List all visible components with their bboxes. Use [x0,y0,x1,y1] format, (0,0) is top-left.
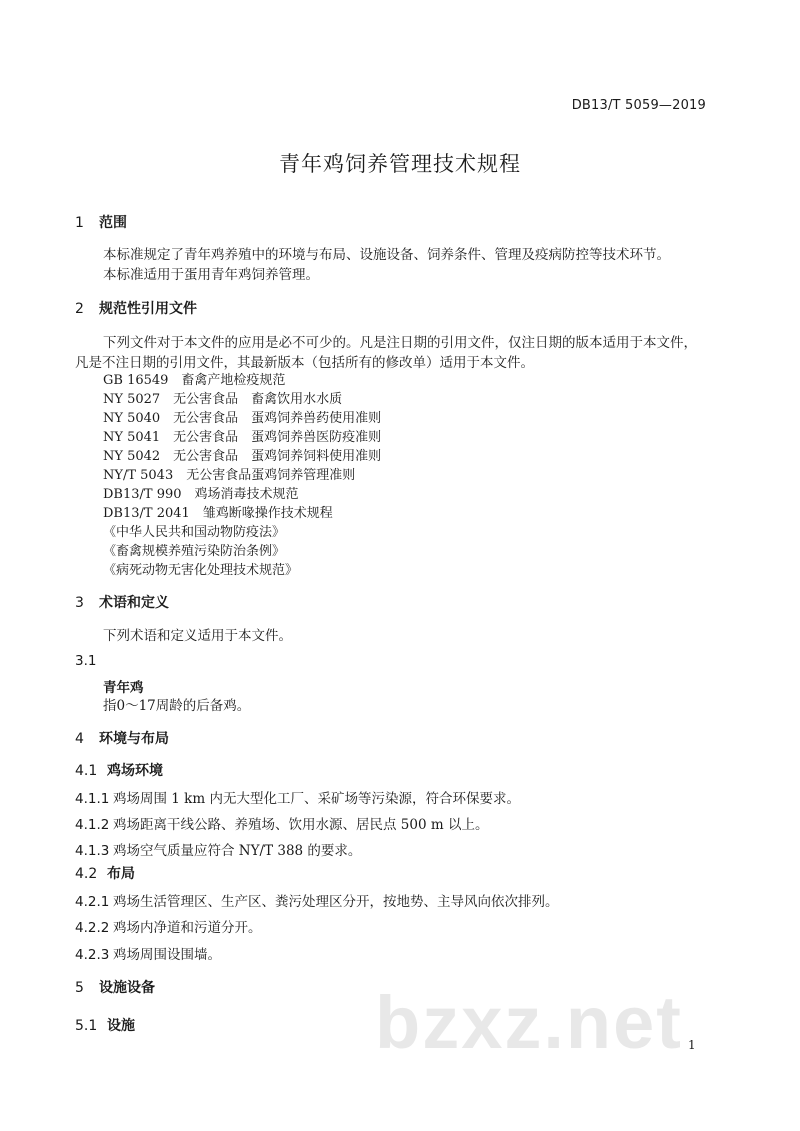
reference-item: 《中华人民共和国动物防疫法》 [103,525,286,540]
term: 青年鸡 [103,680,144,696]
clause-number: 4.2.1 [75,894,110,910]
paragraph: 本标准适用于蛋用青年鸡饲养管理。 [103,267,319,283]
reference-item: NY/T 5043 无公害食品蛋鸡饲养管理准则 [103,468,356,483]
section-number: 2 [75,301,84,317]
clause-4-1-2 [75,813,488,833]
clause-4-1-1 [75,787,520,807]
subsection-5-1-heading [75,1015,135,1035]
watermark: bzxz.net [375,981,683,1064]
section-number: 4 [75,731,84,747]
section-title: 设施设备 [99,980,155,996]
document-code: DB13/T 5059—2019 [571,98,706,113]
subsection-title: 设施 [107,1018,135,1034]
clause-number: 4.1.2 [75,817,110,833]
section-title: 环境与布局 [99,731,169,747]
subsection-4-2-heading [75,863,135,883]
reference-item: DB13/T 990 鸡场消毒技术规范 [103,487,299,502]
clause-number: 4.1.3 [75,843,110,859]
clause-text: 鸡场生活管理区、生产区、粪污处理区分开，按地势、主导风向依次排列。 [113,894,559,910]
clause-text: 鸡场内净道和污道分开。 [113,920,262,936]
subsection-number: 3.1 [75,653,97,669]
page-number: 1 [688,1038,696,1052]
section-title: 规范性引用文件 [99,301,197,317]
reference-item: NY 5040 无公害食品 蛋鸡饲养兽药使用准则 [103,411,382,426]
paragraph: 本标准规定了青年鸡养殖中的环境与布局、设施设备、饲养条件、管理及疫病防控等技术环节。 [103,247,670,263]
paragraph: 下列文件对于本文件的应用是必不可少的。凡是注日期的引用文件，仅注日期的版本适用于本文件， [103,335,697,351]
clause-4-2-1 [75,890,559,910]
section-4-heading [75,728,169,748]
clause-text: 鸡场周围设围墙。 [113,947,221,963]
section-2-heading [75,298,197,318]
section-1-heading [75,212,127,232]
section-5-heading [75,977,155,997]
subsection-number: 4.1 [75,763,98,779]
reference-item: NY 5027 无公害食品 畜禽饮用水水质 [103,392,343,407]
subsection-number: 4.2 [75,866,98,882]
subsection-title: 鸡场环境 [107,763,163,779]
term-definition: 指0～17周龄的后备鸡。 [103,698,251,714]
section-title: 范围 [99,215,127,231]
clause-number: 4.1.1 [75,791,110,807]
subsection-number: 5.1 [75,1018,98,1034]
section-number: 5 [75,980,84,996]
clause-4-2-3 [75,943,221,963]
reference-item: NY 5042 无公害食品 蛋鸡饲养饲料使用准则 [103,449,382,464]
section-number: 3 [75,595,84,611]
clause-text: 鸡场空气质量应符合 NY/T 388 的要求。 [113,843,362,859]
section-title: 术语和定义 [99,595,169,611]
reference-item: NY 5041 无公害食品 蛋鸡饲养兽医防疫准则 [103,430,382,445]
reference-item: DB13/T 2041 雏鸡断喙操作技术规程 [103,506,333,521]
clause-text: 鸡场周围 1 km 内无大型化工厂、采矿场等污染源，符合环保要求。 [113,791,520,807]
clause-text: 鸡场距离干线公路、养殖场、饮用水源、居民点 500 m 以上。 [113,817,489,833]
reference-item: 《病死动物无害化处理技术规范》 [103,563,299,578]
document-title: 青年鸡饲养管理技术规程 [279,152,521,176]
paragraph: 凡是不注日期的引用文件，其最新版本（包括所有的修改单）适用于本文件。 [75,355,534,371]
section-3-heading [75,592,169,612]
subsection-4-1-heading [75,760,163,780]
reference-item: GB 16549 畜禽产地检疫规范 [103,373,286,388]
clause-number: 4.2.3 [75,947,110,963]
clause-4-2-2 [75,916,262,936]
reference-item: 《畜禽规模养殖污染防治条例》 [103,544,286,559]
subsection-title: 布局 [107,866,135,882]
paragraph: 下列术语和定义适用于本文件。 [103,628,292,644]
clause-number: 4.2.2 [75,920,110,936]
clause-4-1-3 [75,839,361,859]
section-number: 1 [75,215,84,231]
